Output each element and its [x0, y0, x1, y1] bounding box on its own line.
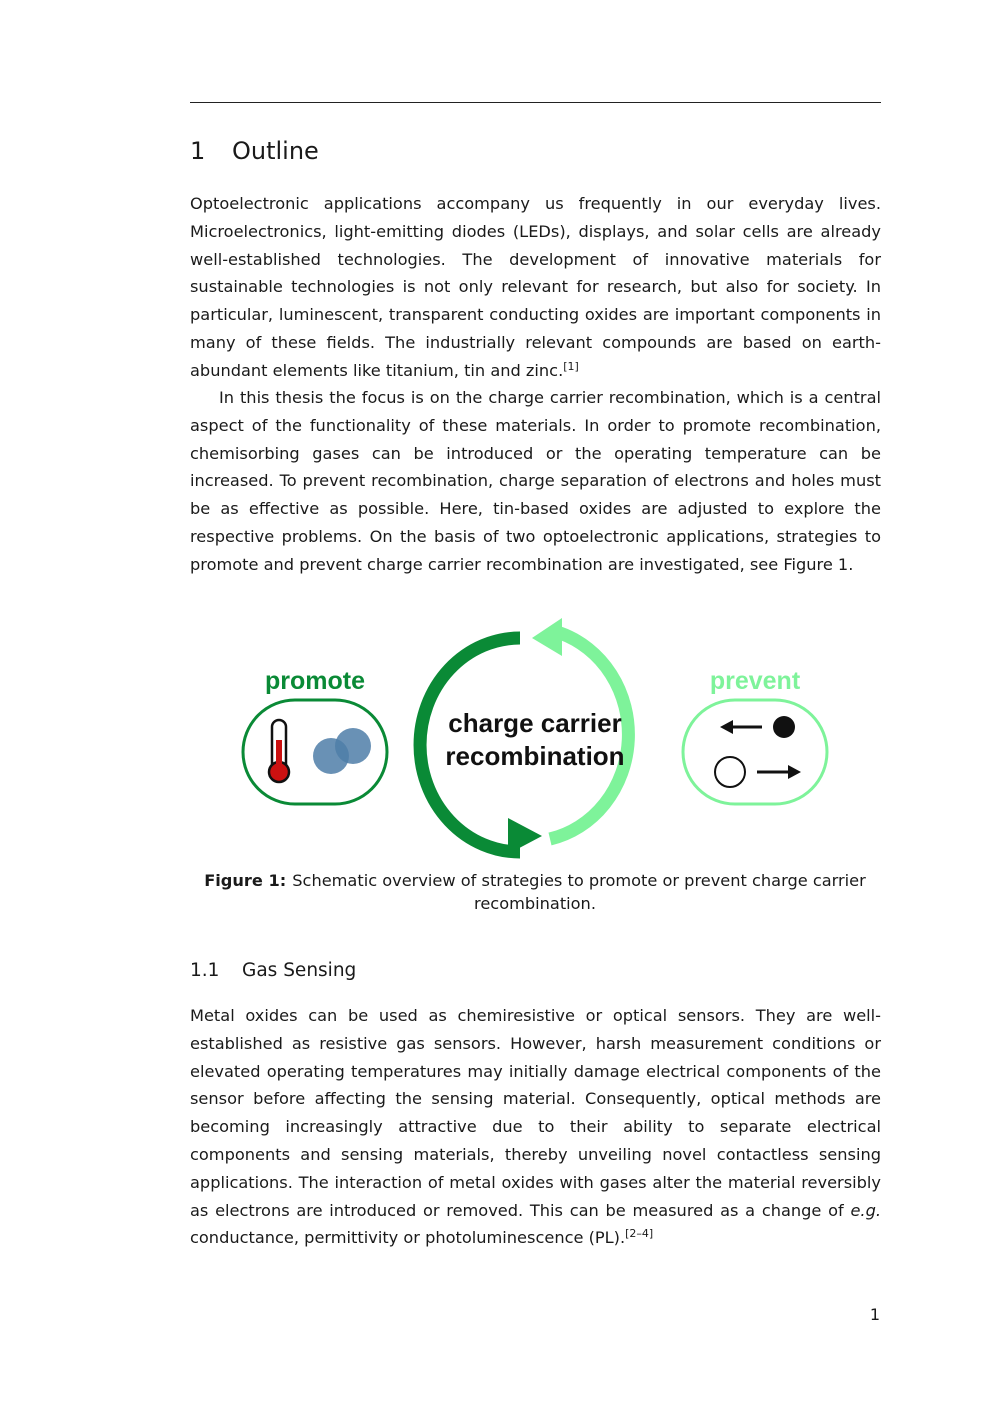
center-label-line1: charge carrier	[448, 708, 622, 738]
center-label-line2: recombination	[445, 741, 625, 771]
gas-sensing-em: e.g.	[850, 1200, 881, 1220]
paragraph-gas-sensing	[190, 1002, 881, 1252]
figure-1	[230, 612, 850, 862]
figure-caption	[200, 869, 870, 915]
page-number: 1	[869, 1305, 880, 1324]
gas-sensing-text-b: conductance, permittivity or photoluminescence (PL).	[190, 1228, 626, 1248]
paragraph-thesis-focus: In this thesis the focus is on the charge carrier recombination, which is a central aspect of the functionality of these materials. In order to promote recombination, chemisorbing gases can be introduced or the operating temperature can be increased. To prevent recombination, charge separation of electrons and holes must be as effective as possible. Here, tin-based oxides are adjusted to explore the respective problems. On the basis of two optoelectronic applications, strategies to promote and prevent charge carrier recombination are investigated, see Figure 1.	[190, 388, 881, 574]
prevent-box	[683, 700, 827, 804]
figure-caption-text: Schematic overview of strategies to promote or prevent charge carrier recombination.	[292, 871, 866, 913]
citation-2-4: [2–4]	[625, 1227, 654, 1241]
figure-caption-label: Figure 1:	[204, 871, 287, 890]
citation-1: [1]	[563, 359, 579, 373]
promote-label: promote	[265, 667, 365, 695]
paragraph-intro-text: Optoelectronic applications accompany us frequently in our everyday lives. Microelectronics, light-emitting diodes (LEDs), displays, and solar cells are already well-established technologies. The development of innovative materials for sustainable technologies is not only relevant for research, but also for society. In particular, luminescent, transparent conducting oxides are important components in many of these fields. The industrially relevant compounds are based on earth-abundant elements like titanium, tin and zinc.	[190, 194, 881, 380]
figure-1-graphic	[230, 612, 850, 862]
section-title: Outline	[232, 137, 319, 165]
header-rule	[190, 102, 881, 103]
hole-right-arrow-icon	[715, 757, 801, 787]
particles-icon	[313, 728, 371, 774]
promote-arrowhead	[508, 818, 542, 854]
electron-left-arrow-icon	[720, 716, 795, 738]
subsection-heading	[190, 960, 356, 981]
section-number: 1	[190, 137, 206, 165]
subsection-title: Gas Sensing	[242, 960, 357, 981]
paragraph-intro	[190, 190, 881, 385]
prevent-arrowhead	[532, 618, 562, 656]
gas-sensing-text-a: Metal oxides can be used as chemiresistive or optical sensors. They are well-established as resistive gas sensors. However, harsh measurement conditions or elevated operating temperatures may initially damage electrical components of the sensor before affecting the sensing material. Consequently, optical methods are becoming increasingly attractive due to their ability to separate electrical components and sensing materials, thereby unveiling novel contactless sensing applications. The interaction of metal oxides with gases alter the material reversibly as electrons are introduced or removed. This can be measured as a change of	[190, 1006, 881, 1220]
thermometer-icon	[269, 720, 289, 782]
prevent-label: prevent	[709, 667, 801, 695]
section-heading	[190, 137, 319, 165]
subsection-number: 1.1	[190, 960, 220, 981]
